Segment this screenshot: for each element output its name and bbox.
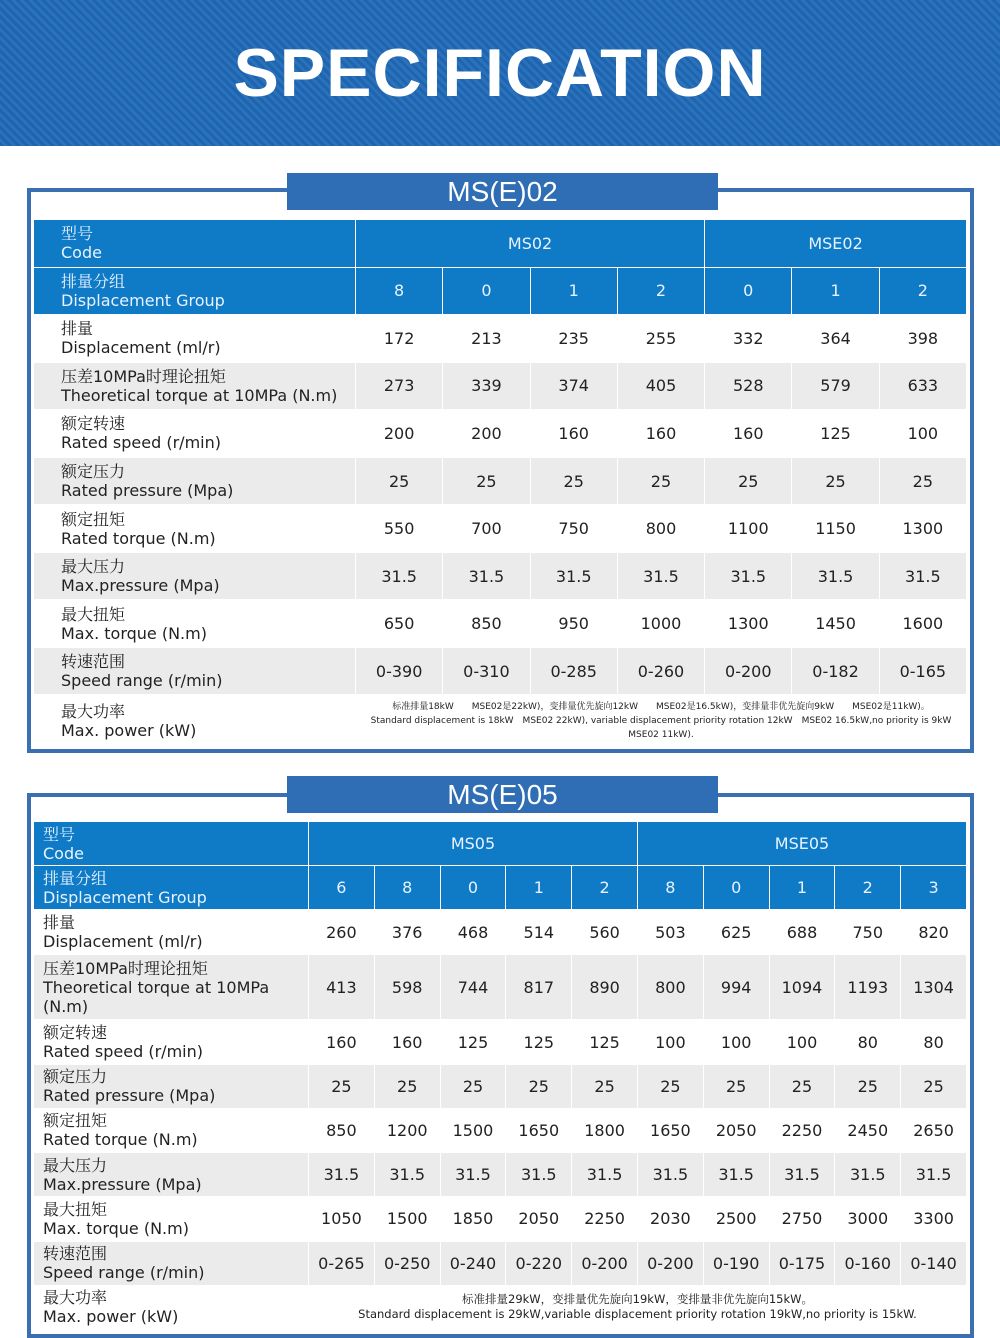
- value-cell: 31.5: [637, 1153, 703, 1197]
- value-cell: 31.5: [835, 1153, 901, 1197]
- value-cell: 100: [879, 410, 966, 458]
- value-cell: 31.5: [572, 1153, 638, 1197]
- value-cell: 817: [506, 954, 572, 1020]
- power-note: [356, 695, 967, 748]
- label-zh: 额定转速: [43, 1023, 108, 1043]
- value-cell: 31.5: [705, 552, 792, 600]
- table-row: [34, 505, 967, 553]
- value-cell: 25: [637, 1064, 703, 1108]
- value-cell: 332: [705, 315, 792, 363]
- value-cell: 1500: [374, 1197, 440, 1241]
- value-cell: 0-265: [309, 1241, 375, 1285]
- group-cell: 2: [835, 866, 901, 910]
- value-cell: 3000: [835, 1197, 901, 1241]
- value-cell: 0-260: [617, 647, 704, 695]
- table-row: [34, 457, 967, 505]
- table-title-2: MS(E)05: [287, 776, 718, 813]
- value-cell: 200: [443, 410, 530, 458]
- value-cell: 750: [530, 505, 617, 553]
- table-row: [34, 1108, 967, 1152]
- group-cell: 1: [792, 267, 879, 315]
- value-cell: 125: [440, 1020, 506, 1064]
- value-cell: 850: [443, 600, 530, 648]
- value-cell: 503: [637, 910, 703, 954]
- value-cell: 25: [703, 1064, 769, 1108]
- label-zh: 排量: [61, 319, 94, 339]
- group-label: [34, 866, 309, 910]
- value-cell: 235: [530, 315, 617, 363]
- value-cell: 25: [879, 457, 966, 505]
- value-cell: 1650: [506, 1108, 572, 1152]
- value-cell: 25: [705, 457, 792, 505]
- label-en: Speed range (r/min): [61, 671, 223, 691]
- value-cell: 25: [443, 457, 530, 505]
- row-label: [34, 910, 309, 954]
- group-cell: 2: [617, 267, 704, 315]
- value-cell: 25: [792, 457, 879, 505]
- label-zh: 转速范围: [43, 1244, 108, 1264]
- group-cell: 1: [506, 866, 572, 910]
- label-zh: 额定扭矩: [43, 1111, 108, 1131]
- value-cell: 2750: [769, 1197, 835, 1241]
- label-zh: 排量分组: [43, 868, 108, 888]
- value-cell: 2650: [901, 1108, 967, 1152]
- value-cell: 31.5: [769, 1153, 835, 1197]
- label-en: Max.pressure (Mpa): [43, 1174, 202, 1194]
- value-cell: 160: [309, 1020, 375, 1064]
- group-cell: 1: [769, 866, 835, 910]
- group-cell: 8: [637, 866, 703, 910]
- value-cell: 850: [309, 1108, 375, 1152]
- value-cell: 550: [356, 505, 443, 553]
- value-cell: 633: [879, 362, 966, 410]
- value-cell: 2250: [769, 1108, 835, 1152]
- row-label: [34, 647, 356, 695]
- value-cell: 750: [835, 910, 901, 954]
- value-cell: 339: [443, 362, 530, 410]
- group-row: [34, 267, 967, 315]
- value-cell: 398: [879, 315, 966, 363]
- label-en: Rated torque (N.m): [43, 1130, 198, 1150]
- label-en: Rated speed (r/min): [61, 433, 221, 453]
- label-zh: 型号: [61, 224, 94, 244]
- table-row: [34, 954, 967, 1020]
- value-cell: 598: [374, 954, 440, 1020]
- label-en: Speed range (r/min): [43, 1263, 205, 1283]
- table-row: [34, 1020, 967, 1064]
- label-zh: 压差10MPa时理论扭矩: [43, 958, 208, 978]
- value-cell: 413: [309, 954, 375, 1020]
- label-zh: 额定压力: [43, 1067, 108, 1087]
- label-en: Displacement Group: [61, 290, 225, 310]
- note-en: Standard displacement is 29kW,variable displacement priority rotation 19kW,no priority is 15kW.: [358, 1307, 917, 1322]
- table-row: [34, 315, 967, 363]
- value-cell: 1850: [440, 1197, 506, 1241]
- value-cell: 0-285: [530, 647, 617, 695]
- value-cell: 31.5: [792, 552, 879, 600]
- value-cell: 31.5: [443, 552, 530, 600]
- label-en: Max. power (kW): [61, 721, 197, 741]
- label-zh: 转速范围: [61, 652, 126, 672]
- value-cell: 0-200: [705, 647, 792, 695]
- note-zh: 标准排量18kW MSE02是22kW)，变排量优先旋向12kW MSE02是16.5kW)，变排量非优先旋向9kW MSE02是11kW)。: [392, 702, 930, 713]
- table-row: [34, 552, 967, 600]
- value-cell: 800: [637, 954, 703, 1020]
- value-cell: 100: [637, 1020, 703, 1064]
- model-row: [34, 220, 967, 268]
- value-cell: 200: [356, 410, 443, 458]
- label-zh: 排量: [43, 913, 76, 933]
- value-cell: 0-390: [356, 647, 443, 695]
- row-label: [34, 1108, 309, 1152]
- label-zh: 最大功率: [43, 1288, 108, 1308]
- value-cell: 125: [572, 1020, 638, 1064]
- row-label: [34, 362, 356, 410]
- label-zh: 型号: [43, 824, 76, 844]
- group-cell: 0: [705, 267, 792, 315]
- value-cell: 2500: [703, 1197, 769, 1241]
- value-cell: 25: [309, 1064, 375, 1108]
- value-cell: 0-175: [769, 1241, 835, 1285]
- row-label: [34, 1197, 309, 1241]
- group-cell: 0: [703, 866, 769, 910]
- label-en: Code: [61, 243, 102, 263]
- value-cell: 1600: [879, 600, 966, 648]
- group-cell: 8: [356, 267, 443, 315]
- label-en: Rated torque (N.m): [61, 528, 216, 548]
- value-cell: 31.5: [901, 1153, 967, 1197]
- value-cell: 688: [769, 910, 835, 954]
- value-cell: 31.5: [374, 1153, 440, 1197]
- label-en: Theoretical torque at 10MPa (N.m): [43, 977, 270, 1016]
- value-cell: 172: [356, 315, 443, 363]
- value-cell: 1300: [879, 505, 966, 553]
- group-cell: 6: [309, 866, 375, 910]
- group-cell: 3: [901, 866, 967, 910]
- value-cell: 31.5: [617, 552, 704, 600]
- label-en: Displacement Group: [43, 887, 207, 907]
- value-cell: 374: [530, 362, 617, 410]
- note-en: Standard displacement is 18kW MSE02 22kW), variable displacement priority rotation 12kW MSE02 16.5kW,no priority is 9kW MSE02 11kW).: [370, 716, 961, 741]
- table-row: [34, 600, 967, 648]
- value-cell: 25: [769, 1064, 835, 1108]
- value-cell: 1150: [792, 505, 879, 553]
- value-cell: 625: [703, 910, 769, 954]
- value-cell: 80: [835, 1020, 901, 1064]
- label-en: Max. torque (N.m): [61, 623, 207, 643]
- row-label: [34, 1153, 309, 1197]
- group-cell: 2: [879, 267, 966, 315]
- code-label: [34, 220, 356, 268]
- value-cell: 514: [506, 910, 572, 954]
- model-name: MS02: [356, 220, 705, 268]
- value-cell: 0-160: [835, 1241, 901, 1285]
- value-cell: 579: [792, 362, 879, 410]
- row-label: [34, 1020, 309, 1064]
- value-cell: 25: [901, 1064, 967, 1108]
- value-cell: 2030: [637, 1197, 703, 1241]
- value-cell: 31.5: [356, 552, 443, 600]
- label-en: Rated pressure (Mpa): [61, 481, 234, 500]
- group-cell: 0: [443, 267, 530, 315]
- label-zh: 额定压力: [61, 462, 126, 481]
- value-cell: 31.5: [440, 1153, 506, 1197]
- value-cell: 31.5: [309, 1153, 375, 1197]
- value-cell: 0-165: [879, 647, 966, 695]
- label-en: Max.pressure (Mpa): [61, 576, 220, 596]
- row-label: [34, 1241, 309, 1285]
- value-cell: 0-182: [792, 647, 879, 695]
- row-label: [34, 315, 356, 363]
- row-label: [34, 410, 356, 458]
- group-label: [34, 267, 356, 315]
- table-row: [34, 362, 967, 410]
- label-en: Theoretical torque at 10MPa (N.m): [61, 385, 338, 405]
- row-label: [34, 600, 356, 648]
- table-row: [34, 1064, 967, 1108]
- value-cell: 3300: [901, 1197, 967, 1241]
- value-cell: 950: [530, 600, 617, 648]
- label-zh: 最大扭矩: [61, 604, 126, 624]
- row-label: [34, 954, 309, 1020]
- model-name: MSE05: [637, 822, 966, 866]
- code-label: [34, 822, 309, 866]
- value-cell: 260: [309, 910, 375, 954]
- row-label: [34, 1064, 309, 1108]
- model-name: MSE02: [705, 220, 967, 268]
- label-zh: 最大压力: [43, 1155, 108, 1175]
- value-cell: 1000: [617, 600, 704, 648]
- value-cell: 160: [705, 410, 792, 458]
- value-cell: 0-220: [506, 1241, 572, 1285]
- label-en: Code: [43, 843, 84, 863]
- value-cell: 890: [572, 954, 638, 1020]
- label-en: Displacement (ml/r): [61, 338, 221, 358]
- value-cell: 2050: [703, 1108, 769, 1152]
- value-cell: 820: [901, 910, 967, 954]
- value-cell: 1193: [835, 954, 901, 1020]
- value-cell: 0-190: [703, 1241, 769, 1285]
- table-row: [34, 1153, 967, 1197]
- table-row: [34, 1241, 967, 1285]
- label-en: Rated pressure (Mpa): [43, 1086, 216, 1106]
- table-row: [34, 910, 967, 954]
- value-cell: 0-250: [374, 1241, 440, 1285]
- value-cell: 468: [440, 910, 506, 954]
- table-row: [34, 647, 967, 695]
- group-cell: 8: [374, 866, 440, 910]
- value-cell: 0-140: [901, 1241, 967, 1285]
- label-zh: 最大扭矩: [43, 1199, 108, 1219]
- value-cell: 1050: [309, 1197, 375, 1241]
- value-cell: 80: [901, 1020, 967, 1064]
- note-zh: 标准排量29kW，变排量优先旋向19kW，变排量非优先旋向15kW。: [462, 1292, 813, 1307]
- value-cell: 800: [617, 505, 704, 553]
- value-cell: 1800: [572, 1108, 638, 1152]
- value-cell: 744: [440, 954, 506, 1020]
- value-cell: 1500: [440, 1108, 506, 1152]
- value-cell: 25: [440, 1064, 506, 1108]
- value-cell: 25: [617, 457, 704, 505]
- value-cell: 25: [356, 457, 443, 505]
- table-row: [34, 410, 967, 458]
- value-cell: 100: [769, 1020, 835, 1064]
- label-en: Max. power (kW): [43, 1307, 179, 1327]
- value-cell: 2450: [835, 1108, 901, 1152]
- value-cell: 125: [792, 410, 879, 458]
- value-cell: 273: [356, 362, 443, 410]
- value-cell: 31.5: [879, 552, 966, 600]
- value-cell: 31.5: [703, 1153, 769, 1197]
- value-cell: 0-200: [572, 1241, 638, 1285]
- power-row: [34, 1285, 967, 1329]
- table-title-1: MS(E)02: [287, 173, 718, 210]
- value-cell: 25: [506, 1064, 572, 1108]
- group-cell: 2: [572, 866, 638, 910]
- power-row: [34, 695, 967, 748]
- label-zh: 额定扭矩: [61, 509, 126, 529]
- label-en: Rated speed (r/min): [43, 1042, 203, 1062]
- label-zh: 排量分组: [61, 271, 126, 291]
- row-label: [34, 1285, 309, 1329]
- value-cell: 1094: [769, 954, 835, 1020]
- label-zh: 最大压力: [61, 557, 126, 577]
- value-cell: 25: [530, 457, 617, 505]
- group-cell: 1: [530, 267, 617, 315]
- value-cell: 1650: [637, 1108, 703, 1152]
- value-cell: 650: [356, 600, 443, 648]
- power-note: [309, 1285, 967, 1329]
- value-cell: 160: [617, 410, 704, 458]
- value-cell: 255: [617, 315, 704, 363]
- value-cell: 25: [835, 1064, 901, 1108]
- label-zh: 最大功率: [61, 702, 126, 722]
- label-en: Max. torque (N.m): [43, 1218, 189, 1238]
- value-cell: 31.5: [506, 1153, 572, 1197]
- value-cell: 2250: [572, 1197, 638, 1241]
- value-cell: 405: [617, 362, 704, 410]
- value-cell: 376: [374, 910, 440, 954]
- value-cell: 1300: [705, 600, 792, 648]
- label-zh: 压差10MPa时理论扭矩: [61, 366, 226, 386]
- value-cell: 31.5: [530, 552, 617, 600]
- value-cell: 1304: [901, 954, 967, 1020]
- value-cell: 25: [572, 1064, 638, 1108]
- row-label: [34, 552, 356, 600]
- spec-table-ms02: [33, 219, 967, 748]
- value-cell: 160: [530, 410, 617, 458]
- value-cell: 560: [572, 910, 638, 954]
- value-cell: 25: [374, 1064, 440, 1108]
- row-label: [34, 505, 356, 553]
- header-banner: [0, 0, 1000, 146]
- value-cell: 994: [703, 954, 769, 1020]
- label-zh: 额定转速: [61, 414, 126, 434]
- value-cell: 700: [443, 505, 530, 553]
- value-cell: 0-200: [637, 1241, 703, 1285]
- value-cell: 364: [792, 315, 879, 363]
- value-cell: 1200: [374, 1108, 440, 1152]
- value-cell: 1450: [792, 600, 879, 648]
- value-cell: 213: [443, 315, 530, 363]
- row-label: [34, 695, 356, 748]
- value-cell: 0-310: [443, 647, 530, 695]
- row-label: [34, 457, 356, 505]
- spec-table-ms05: [33, 821, 967, 1330]
- value-cell: 1100: [705, 505, 792, 553]
- value-cell: 528: [705, 362, 792, 410]
- value-cell: 100: [703, 1020, 769, 1064]
- model-name: MS05: [309, 822, 638, 866]
- group-cell: 0: [440, 866, 506, 910]
- value-cell: 160: [374, 1020, 440, 1064]
- value-cell: 0-240: [440, 1241, 506, 1285]
- value-cell: 125: [506, 1020, 572, 1064]
- page-title: SPECIFICATION: [233, 35, 767, 111]
- label-en: Displacement (ml/r): [43, 932, 203, 952]
- table-row: [34, 1197, 967, 1241]
- value-cell: 2050: [506, 1197, 572, 1241]
- group-row: [34, 866, 967, 910]
- model-row: [34, 822, 967, 866]
